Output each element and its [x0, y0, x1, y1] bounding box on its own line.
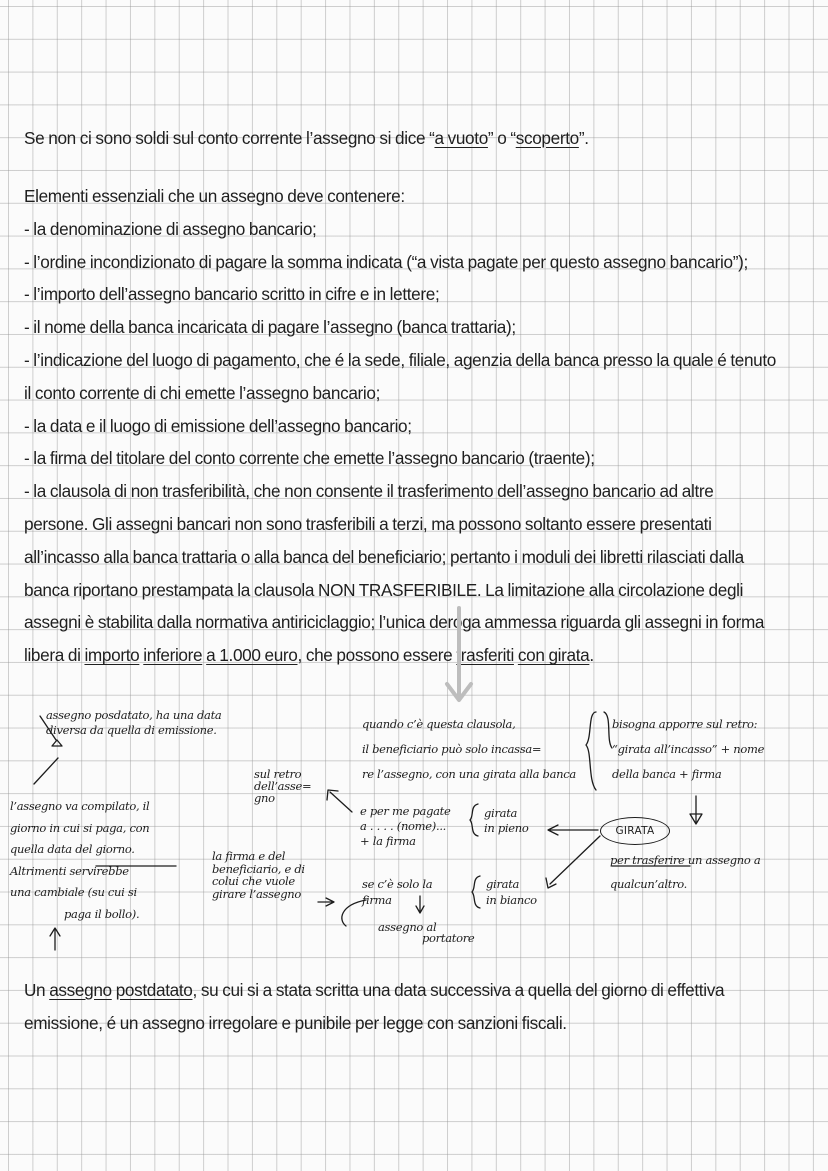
note-line: re l’assegno, con una girata alla banca — [362, 767, 576, 781]
note-postdatato — [46, 708, 222, 738]
note-line: e per me pagate — [360, 804, 451, 818]
note-trasferire — [610, 848, 760, 896]
quote-close: ” — [487, 128, 494, 148]
note-line: quella data del giorno. — [10, 842, 135, 856]
note-line: paga il bollo). — [64, 906, 140, 921]
arrow-icon — [546, 878, 556, 888]
list-line: - l’importo dell’assegno bancario scritto in cifre e in lettere; — [24, 284, 440, 305]
note-line: una cambiale (su cui si — [10, 885, 137, 899]
list-line: - il nome della banca incaricata di pagare l’assegno (banca trattaria); — [24, 317, 516, 338]
note-apporre — [612, 712, 764, 787]
list-line: - la clausola di non trasferibilità, che non consente il trasferimento dell’assegno bancario ad altre — [24, 481, 714, 502]
term-con-girata: con girata — [517, 645, 590, 666]
final-paragraph — [24, 974, 828, 1040]
list-line: - la data e il luogo di emissione dell’assegno bancario; — [24, 415, 412, 436]
note-line: diversa da quella di emissione. — [46, 723, 217, 737]
note-line: firma — [362, 893, 392, 907]
note-line: quando c’è questa clausola, — [362, 717, 516, 731]
list-line-last — [24, 639, 828, 672]
text: . — [584, 128, 589, 148]
term-scoperto: scoperto — [515, 128, 579, 148]
note-line: l’assegno va compilato, il — [10, 799, 150, 813]
note-compilato — [10, 796, 149, 925]
note-line: in pieno — [484, 821, 529, 835]
final-line-2: emissione, é un assegno irregolare e punibile per legge con sanzioni fiscali. — [24, 1012, 567, 1033]
term-importo: importo — [84, 645, 140, 666]
note-line: gno — [254, 791, 275, 805]
arrow-icon — [330, 792, 352, 812]
brace-icon — [472, 876, 480, 908]
list-line: assegni è stabilita dalla normativa antiriciclaggio; l’unica deroga ammessa riguarda gli assegni in forma — [24, 612, 765, 633]
note-line: girare l’assegno — [212, 886, 302, 901]
note-line: Altrimenti servirebbe — [10, 863, 129, 878]
term-postdatato: postdatato — [115, 980, 193, 1000]
note-line: se c’è solo la — [362, 877, 433, 891]
note-girata-pieno — [484, 806, 529, 836]
note-line: in bianco — [486, 893, 537, 907]
text: , su cui si a stata scritta una data successiva a quella del giorno di effettiva — [192, 980, 725, 1000]
list-line: - la denominazione di assegno bancario; — [24, 218, 317, 239]
note-line: qualcun’altro. — [610, 877, 688, 891]
text: , che possono essere — [297, 645, 457, 666]
note-line: il beneficiario può solo incassa= — [362, 742, 542, 756]
note-per-me-pagate — [360, 804, 451, 849]
note-line: “girata all’incasso” + nome — [612, 742, 765, 756]
text: Se non ci sono soldi sul conto corrente l’assegno si dice — [24, 128, 430, 148]
list-line: - la firma del titolare del conto corrente che emette l’assegno bancario (traente); — [24, 448, 595, 469]
note-line: beneficiario, e di — [212, 861, 305, 876]
arrow-down-icon — [690, 814, 702, 824]
term-inferiore: inferiore — [143, 645, 203, 666]
list-line: persone. Gli assegni bancari non sono trasferibili a terzi, ma possono soltanto essere presentati — [24, 513, 712, 534]
list-line: - l’ordine incondizionato di pagare la somma indicata (“a vista pagate per questo assegno bancario”); — [24, 251, 748, 272]
list-line: - l’indicazione del luogo di pagamento, che é la sede, filiale, agenzia della banca presso la quale é tenuto — [24, 349, 777, 370]
text: . — [589, 645, 594, 666]
list-line: banca riportano prestampata la clausola NON TRASFERIBILE. La limitazione alla circolazione degli — [24, 579, 744, 600]
note-line: bisogna apporre sul retro: — [612, 717, 758, 731]
text: libera di — [24, 645, 85, 666]
note-line: sul retro — [254, 767, 302, 781]
note-retro — [254, 768, 311, 804]
quote-close: ” — [578, 128, 585, 148]
note-line: giorno in cui si paga, con — [10, 820, 150, 835]
arrow-icon — [550, 836, 600, 884]
note-line: assegno al — [378, 920, 437, 934]
arrow-icon — [34, 758, 58, 784]
arrow-icon — [326, 898, 334, 906]
note-line: a . . . . (nome)... — [360, 819, 447, 833]
note-firma-beneficiario — [212, 850, 305, 900]
elements-section — [24, 180, 828, 672]
note-line: la firma e del — [212, 849, 286, 863]
paragraph-scoperto — [24, 122, 828, 155]
term-assegno: assegno — [49, 980, 112, 1000]
text: Un — [24, 980, 50, 1000]
note-line: assegno posdatato, ha una data — [46, 708, 222, 722]
brace-icon — [470, 804, 478, 836]
note-portatore — [378, 922, 474, 944]
list-line: il conto corrente di chi emette l’assegno bancario; — [24, 382, 381, 403]
arrow-icon — [52, 740, 62, 746]
note-line: dell’asse= — [254, 779, 312, 793]
note-line: girata — [484, 806, 518, 820]
note-line: per trasferire un assegno a — [610, 853, 761, 867]
note-line: colui che vuole — [212, 874, 295, 888]
quote-open: “ — [510, 128, 516, 148]
note-solo-firma — [362, 876, 432, 908]
elements-intro: Elementi essenziali che un assegno deve contenere: — [24, 186, 405, 206]
note-girata-bianco — [486, 876, 537, 908]
girata-label: GIRATA — [600, 817, 670, 845]
arrow-icon — [327, 790, 338, 800]
arrow-up-icon — [50, 928, 60, 936]
text: o — [493, 128, 511, 148]
term-1000-euro: a 1.000 euro — [206, 645, 298, 666]
quote-open: “ — [429, 128, 435, 148]
note-line: della banca + firma — [612, 767, 722, 781]
note-line: + la firma — [360, 834, 416, 848]
term-a-vuoto: a vuoto — [434, 128, 488, 148]
note-line: girata — [486, 877, 520, 891]
term-trasferiti: trasferiti — [456, 645, 514, 666]
note-line: portatore — [422, 931, 475, 945]
note-clausola — [362, 712, 576, 787]
list-line: all’incasso alla banca trattaria o alla banca del beneficiario; pertanto i moduli dei libretti rilasciati dalla — [24, 546, 744, 567]
arrow-left-icon — [548, 825, 558, 835]
brace-icon — [586, 712, 596, 790]
brace-icon — [604, 712, 612, 748]
